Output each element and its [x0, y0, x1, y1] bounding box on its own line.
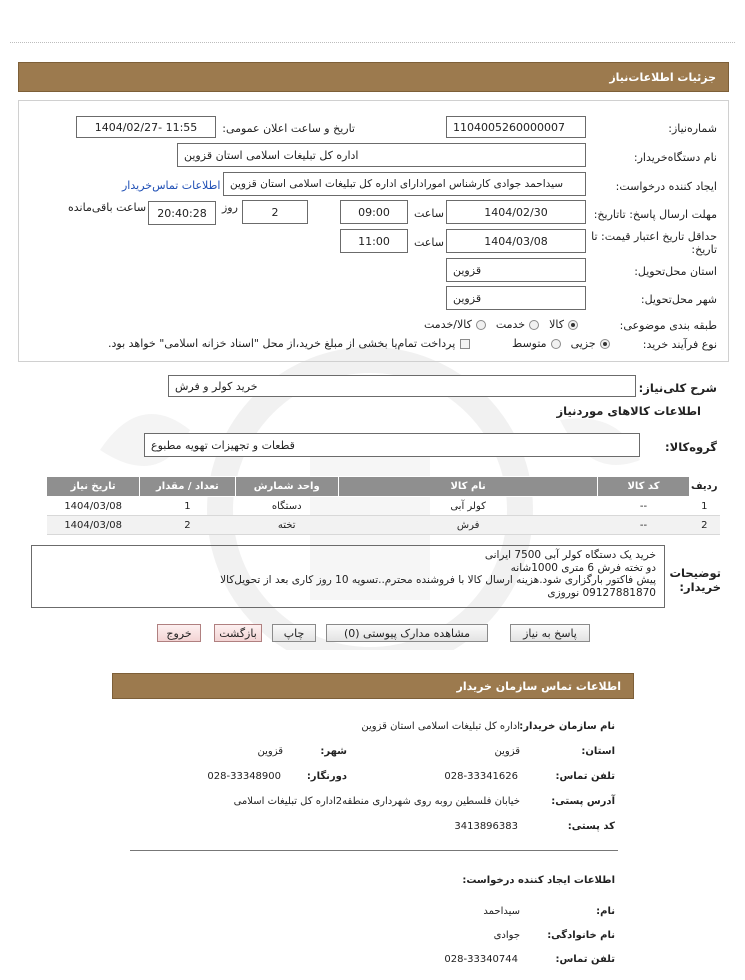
category-options [424, 318, 578, 331]
contact-fax-label: دورنگار: [306, 771, 347, 782]
reply-button[interactable]: پاسخ به نیاز [510, 624, 590, 642]
exit-button[interactable]: خروج [157, 624, 201, 642]
contact-phone-value: 028-33341626 [444, 771, 518, 782]
remaining-time-field: 20:40:28 [148, 201, 216, 225]
items-table-wrap [46, 476, 720, 535]
city-field: قزوین [446, 286, 586, 310]
creator-info-title: اطلاعات ایجاد کننده درخواست: [462, 875, 615, 886]
radio-icon[interactable] [551, 339, 561, 349]
col-header-unit: واحد شمارش [235, 477, 338, 497]
cell-name: کولر آبی [338, 497, 597, 516]
col-header-name: نام کالا [338, 477, 597, 497]
contact-province-label: استان: [581, 746, 615, 757]
print-button[interactable]: چاپ [272, 624, 316, 642]
creator-field: سیداحمد جوادی کارشناس امورادارای اداره کل تبلیغات اسلامی استان قزوین [223, 172, 586, 196]
contact-header [112, 673, 634, 699]
top-divider [10, 42, 735, 43]
validity-date-field: 1404/03/08 [446, 229, 586, 253]
group-field: قطعات و تجهیزات تهویه مطبوع [144, 433, 640, 457]
section-title: جزئیات اطلاعات‌نیاز [609, 70, 716, 84]
category-option-both[interactable]: کالا/خدمت [424, 318, 486, 331]
cell-name: فرش [338, 516, 597, 535]
cell-row: 1 [689, 497, 719, 516]
col-header-row: ردیف [689, 477, 719, 497]
radio-icon[interactable] [529, 320, 539, 330]
col-header-date: تاریخ نیاز [47, 477, 140, 497]
creator-family-label: نام خانوادگی: [547, 930, 615, 941]
validity-label: حداقل تاریخ اعتبار قیمت: تا تاریخ: [591, 230, 717, 256]
creator-family-value: جوادی [493, 930, 520, 941]
notes-line: خرید یک دستگاه کولر آبی 7500 ایرانی [484, 549, 656, 561]
payment-note: پرداخت تمام‌یا بخشی از مبلغ خرید،از محل "اسناد خزانه اسلامی" خواهد بود. [108, 337, 470, 350]
items-table [46, 476, 720, 535]
cell-qty: 1 [140, 497, 235, 516]
category-option-service[interactable]: خدمت [496, 318, 539, 331]
cell-qty: 2 [140, 516, 235, 535]
radio-icon[interactable] [600, 339, 610, 349]
creator-label: ایجاد کننده درخواست: [615, 180, 717, 193]
contact-postal-label: کد پستی: [567, 821, 615, 832]
contact-phone-label: تلفن تماس: [555, 771, 615, 782]
group-label: گروه‌کالا: [665, 440, 717, 454]
keyword-label: شرح کلی‌نیاز: [638, 381, 717, 395]
process-option-partial[interactable]: جزیی [571, 337, 610, 350]
process-option-medium[interactable]: متوسط [512, 337, 561, 350]
contact-city-label: شهر: [320, 746, 347, 757]
buyer-org-field: اداره کل تبلیغات اسلامی استان قزوین [177, 143, 586, 167]
city-label: شهر محل‌تحویل: [640, 293, 717, 306]
radio-icon[interactable] [476, 320, 486, 330]
contact-city-value: قزوین [257, 746, 283, 757]
notes-box [31, 545, 665, 608]
contact-fax-value: 028-33348900 [207, 771, 281, 782]
checkbox-icon[interactable] [460, 339, 470, 349]
cell-unit: دستگاه [235, 497, 338, 516]
contact-divider [130, 850, 618, 851]
day-label: روز [222, 201, 238, 214]
contact-province-value: قزوین [494, 746, 520, 757]
notes-line: پیش فاکتور بارگزاری شود.هزینه ارسال کالا با فروشنده محترم..تسویه 10 روز کاری بعد از تحویل‌کالا [220, 574, 656, 586]
table-row [47, 497, 720, 516]
deadline-date-field: 1404/02/30 [446, 200, 586, 224]
contact-org-label: نام سازمان خریدار: [519, 721, 615, 732]
notes-line: 09127881870 نوروزی [547, 586, 656, 599]
section-header [18, 62, 729, 92]
contact-title: اطلاعات تماس سازمان خریدار [456, 679, 621, 693]
validity-time-label: ساعت [414, 236, 444, 249]
deadline-label: مهلت ارسال پاسخ: تاتاریخ: [593, 208, 717, 221]
creator-phone-label: تلفن تماس: [555, 954, 615, 965]
validity-time-field: 11:00 [340, 229, 408, 253]
table-header-row [47, 477, 720, 497]
process-label: نوع فرآیند خرید: [642, 338, 717, 351]
attachments-button[interactable]: مشاهده مدارک پیوستی (0) [326, 624, 488, 642]
col-header-qty: تعداد / مقدار [140, 477, 235, 497]
contact-org-value: اداره کل تبلیغات اسلامی استان قزوین [361, 721, 520, 732]
cell-code: -- [598, 497, 689, 516]
keyword-field: خرید کولر و فرش [168, 375, 636, 397]
category-option-goods[interactable]: کالا [549, 318, 578, 331]
deadline-time-field: 09:00 [340, 200, 408, 224]
notes-line: دو تخته فرش 6 متری 1000شانه [510, 561, 656, 574]
creator-name-value: سیداحمد [483, 906, 520, 917]
buyer-contact-link[interactable]: اطلاعات تماس‌خریدار [122, 179, 221, 192]
cell-row: 2 [689, 516, 719, 535]
cell-unit: تخته [235, 516, 338, 535]
province-label: استان محل‌تحویل: [634, 265, 717, 278]
contact-address-value: خیابان فلسطین روبه روی شهرداری منطقه2اداره کل تبلیغات اسلامی [233, 796, 520, 807]
buyer-org-label: نام دستگاه‌خریدار: [633, 151, 717, 164]
notes-label: توضیحات خریدار: [669, 566, 721, 594]
process-options [512, 337, 610, 350]
need-number-label: شماره‌نیاز: [668, 122, 717, 135]
goods-info-title: اطلاعات کالاهای موردنیاز [556, 404, 701, 418]
back-button[interactable]: بازگشت [214, 624, 262, 642]
contact-postal-value: 3413896383 [454, 821, 518, 832]
deadline-time-label: ساعت [414, 207, 444, 220]
contact-address-label: آدرس پستی: [551, 796, 615, 807]
table-row [47, 516, 720, 535]
radio-icon[interactable] [568, 320, 578, 330]
announce-label: تاریخ و ساعت اعلان عمومی: [222, 122, 355, 135]
creator-name-label: نام: [596, 906, 615, 917]
days-left-field: 2 [242, 200, 308, 224]
category-label: طبقه بندی موضوعی: [619, 319, 717, 332]
need-number-field: 1104005260000007 [446, 116, 586, 138]
cell-date: 1404/03/08 [47, 516, 140, 535]
province-field: قزوین [446, 258, 586, 282]
cell-code: -- [598, 516, 689, 535]
remaining-label: ساعت باقی‌مانده [68, 201, 147, 214]
creator-phone-value: 028-33340744 [444, 954, 518, 965]
cell-date: 1404/03/08 [47, 497, 140, 516]
col-header-code: کد کالا [598, 477, 689, 497]
announce-field: 1404/02/27- 11:55 [76, 116, 216, 138]
